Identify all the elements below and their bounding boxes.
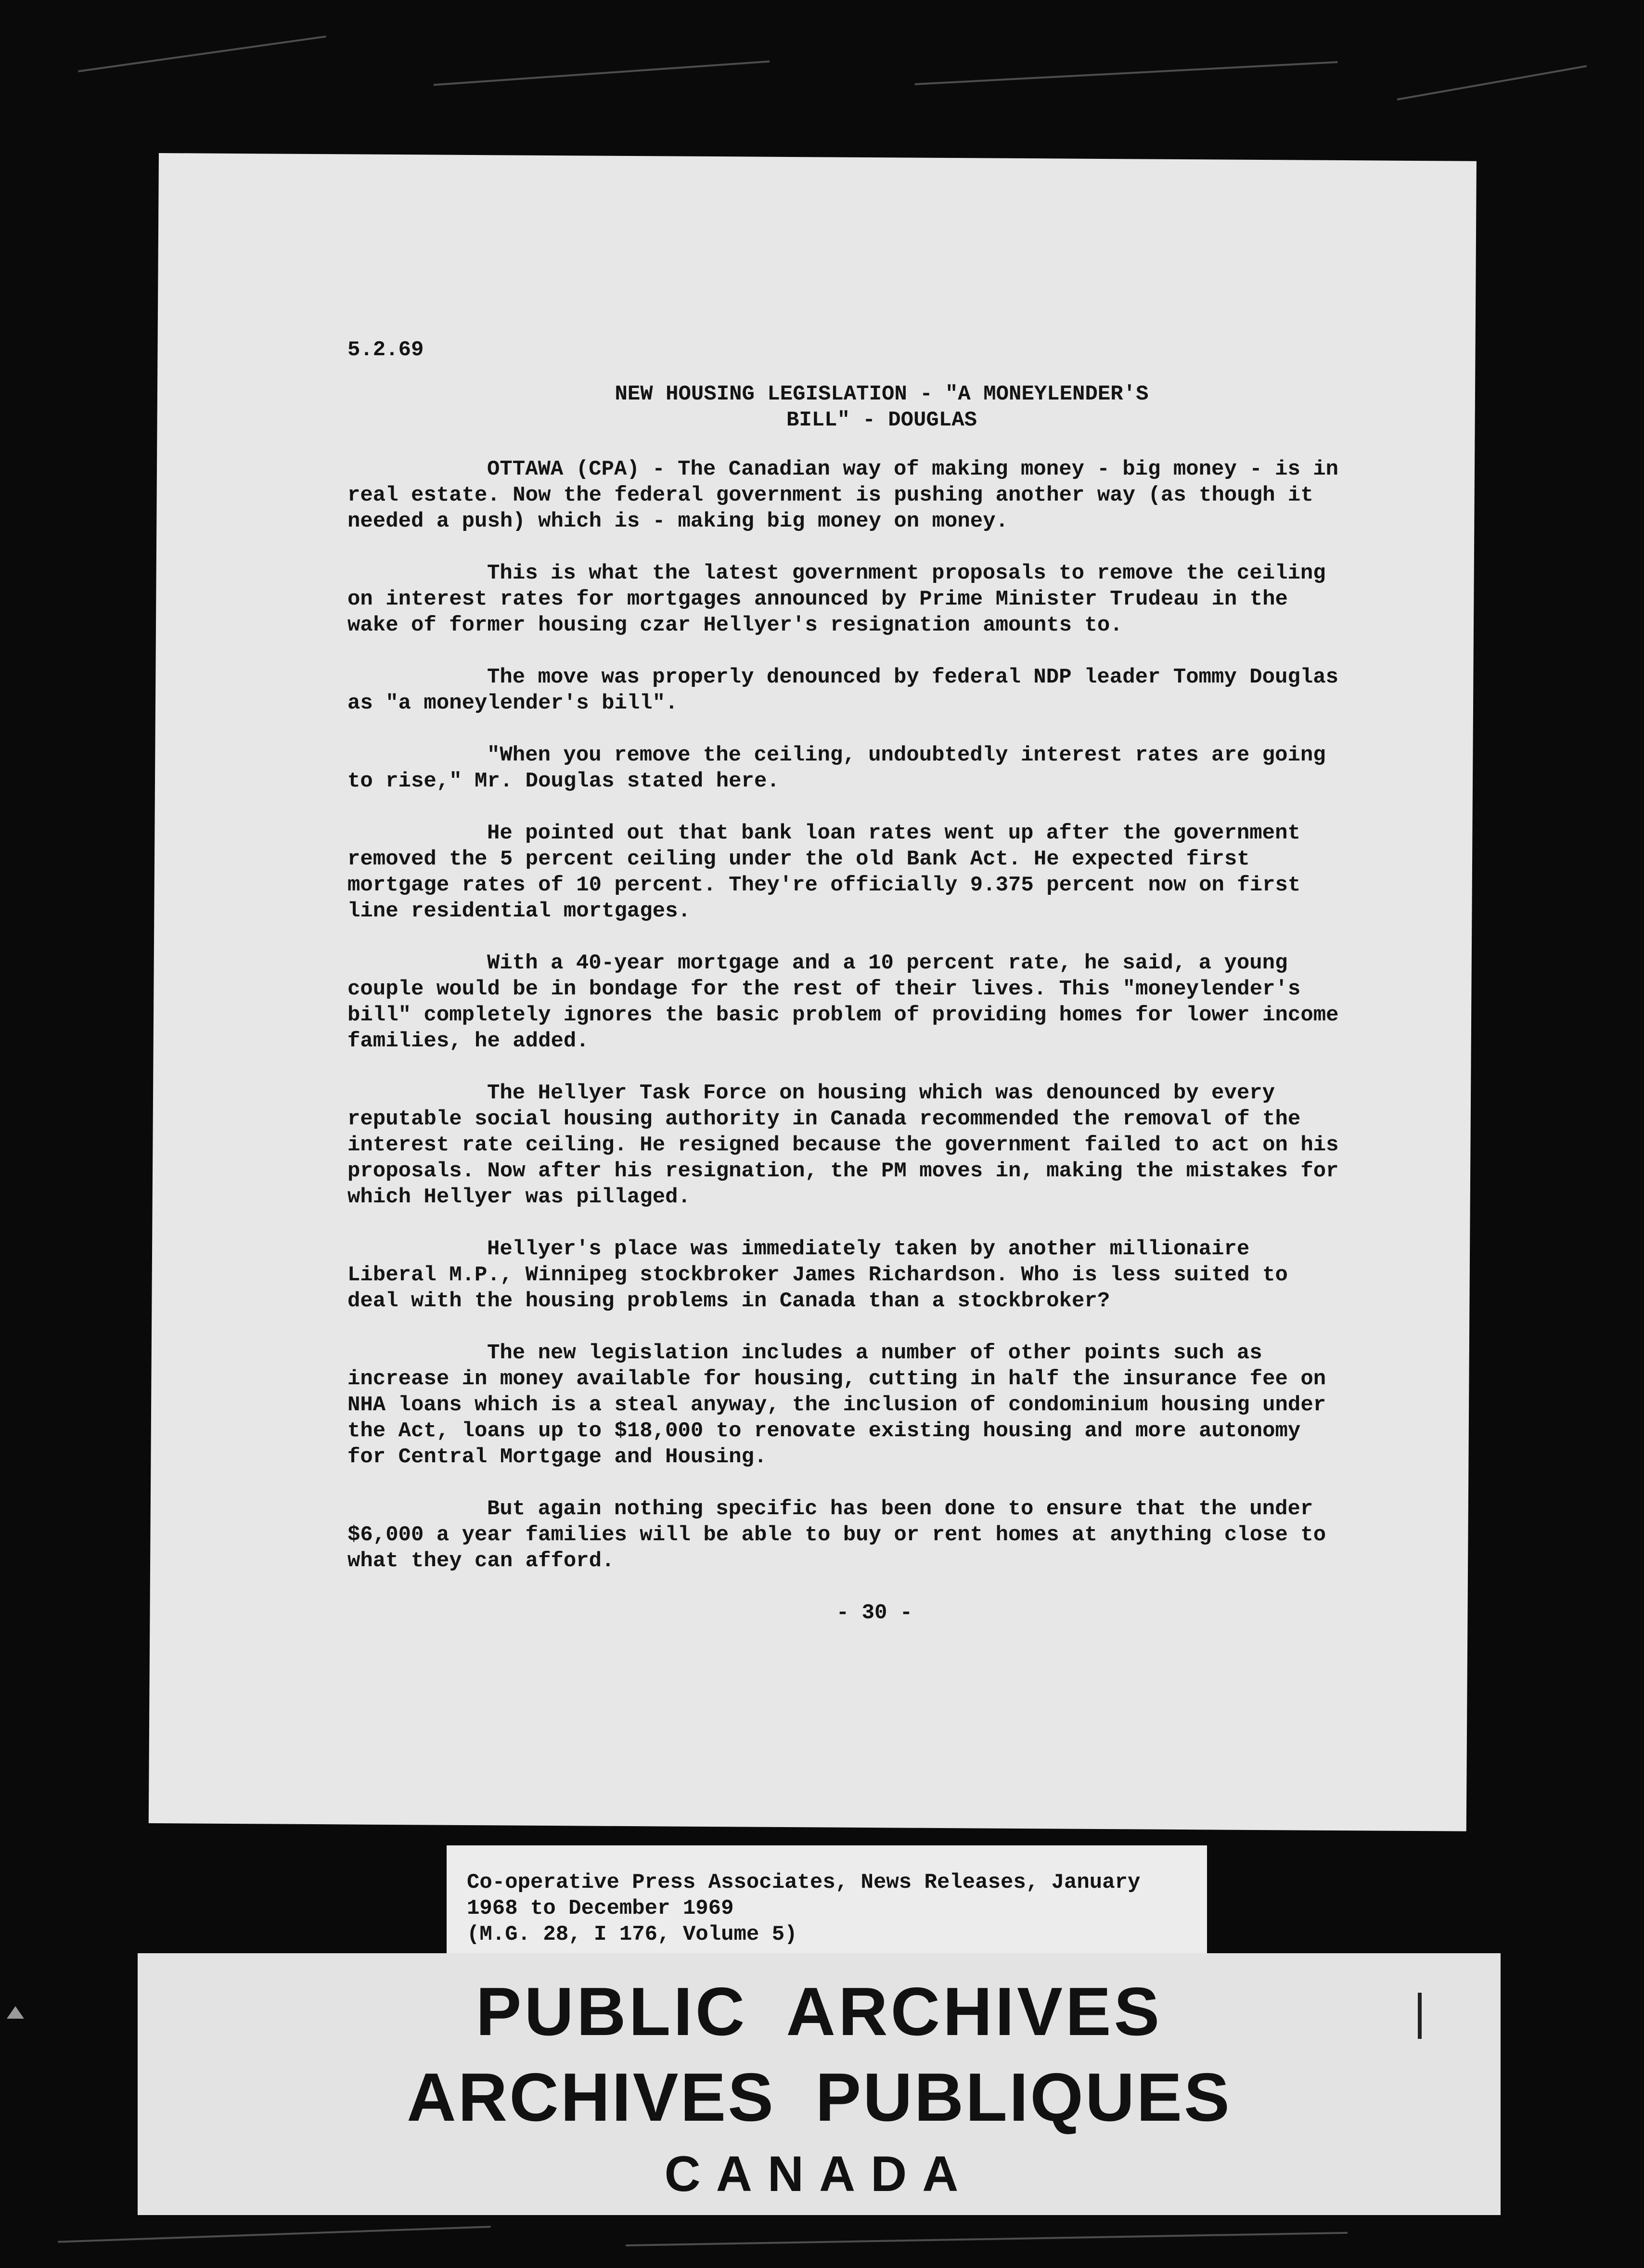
film-scratch bbox=[434, 61, 770, 86]
triangle-mark-icon bbox=[7, 2006, 24, 2019]
paragraph: The move was properly denounced by federal NDP leader Tommy Douglas as "a moneylender's bill". bbox=[347, 665, 1339, 715]
headline-line-1: NEW HOUSING LEGISLATION - "A MONEYLENDER'S bbox=[615, 382, 1149, 406]
film-scratch bbox=[626, 2232, 1348, 2246]
page-number: - 30 - bbox=[836, 1601, 913, 1625]
film-scratch bbox=[1397, 65, 1587, 100]
paragraph: With a 40-year mortgage and a 10 percent rate, he said, a young couple would be in bondage for the rest of their lives. This "moneylender's bill" completely ignores the basic problem of providing homes for lower income families, he added. bbox=[347, 951, 1339, 1053]
paragraph: The Hellyer Task Force on housing which was denounced by every reputable social housing authority in Canada recommended the removal of the interest rate ceiling. He resigned because the government failed to act on his proposals. Now after his resignation, the PM moves in, making the mistakes for which Hellyer was pillaged. bbox=[347, 1081, 1339, 1209]
headline bbox=[347, 381, 1349, 433]
banner-country: CANADA bbox=[664, 2146, 974, 2202]
film-scratch bbox=[58, 2226, 491, 2242]
banner-english: PUBLIC ARCHIVES bbox=[475, 1973, 1163, 2050]
press-release bbox=[347, 337, 1349, 1626]
paragraph: This is what the latest government proposals to remove the ceiling on interest rates for mortgages announced by Prime Minister Trudeau in the wake of former housing czar Hellyer's resignation amounts to. bbox=[347, 561, 1326, 637]
citation-line-2: 1968 to December 1969 bbox=[467, 1896, 734, 1920]
paragraph: He pointed out that bank loan rates went up after the government removed the 5 percent ceiling under the old Bank Act. He expected first mortgage rates of 10 percent. They're officially 9.375 percent now on first line residential mortgages. bbox=[347, 821, 1301, 923]
release-date: 5.2.69 bbox=[347, 338, 424, 362]
public-archives-banner bbox=[138, 1953, 1501, 2215]
paragraph: OTTAWA (CPA) - The Canadian way of making money - big money - is in real estate. Now the federal government is pushing another way (as though it needed a push) which is - making big money on money. bbox=[347, 457, 1339, 533]
collection-citation bbox=[467, 1869, 1198, 1947]
film-scratch bbox=[914, 61, 1337, 85]
banner-french: ARCHIVES PUBLIQUES bbox=[407, 2059, 1232, 2136]
citation-line-1: Co-operative Press Associates, News Releases, January bbox=[467, 1870, 1141, 1894]
headline-line-2: BILL" - DOUGLAS bbox=[786, 408, 977, 432]
paragraph: But again nothing specific has been done to ensure that the under $6,000 a year families will be able to buy or rent homes at anything close to what they can afford. bbox=[347, 1497, 1326, 1573]
collection-label-card bbox=[447, 1845, 1207, 1956]
film-scratch bbox=[78, 36, 326, 72]
paragraph: "When you remove the ceiling, undoubtedly interest rates are going to rise," Mr. Douglas stated here. bbox=[347, 743, 1326, 793]
pencil-mark bbox=[1418, 1993, 1422, 2039]
citation-line-3: (M.G. 28, I 176, Volume 5) bbox=[467, 1922, 797, 1946]
paragraph: The new legislation includes a number of other points such as increase in money available for housing, cutting in half the insurance fee on NHA loans which is a steal anyway, the inclusion of condominium housing under the Act, loans up to $18,000 to renovate existing housing and more autonomy for Central Mortgage and Housing. bbox=[347, 1341, 1326, 1469]
paragraph: Hellyer's place was immediately taken by another millionaire Liberal M.P., Winnipeg stockbroker James Richardson. Who is less suited to deal with the housing problems in Canada than a stockbroker? bbox=[347, 1237, 1288, 1313]
